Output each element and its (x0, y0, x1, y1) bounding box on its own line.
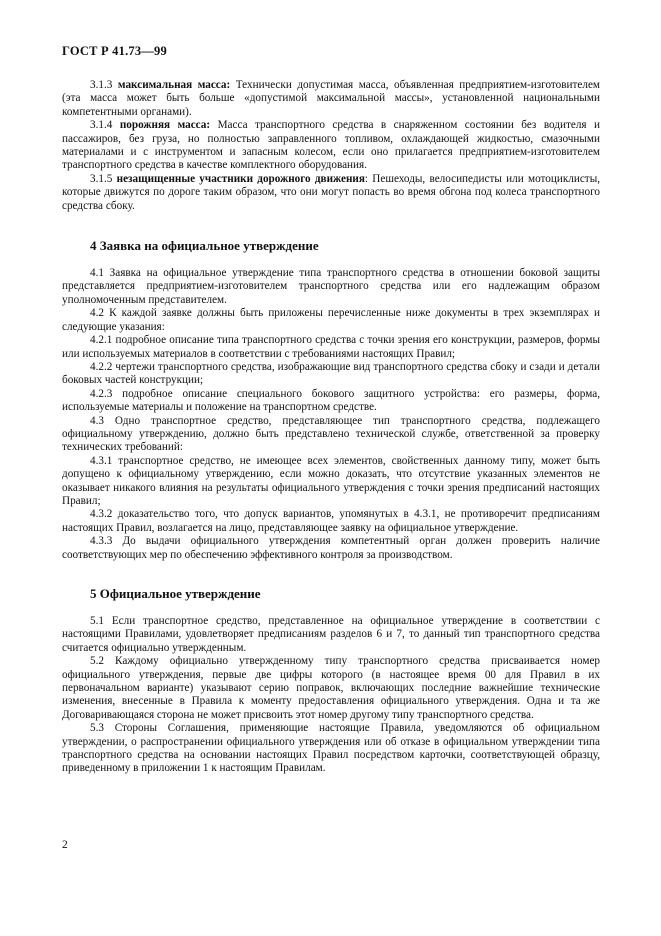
paragraph-4-3-1: 4.3.1 транспортное средство, не имеющее всех элементов, свойственных данному типу, может быть допущено к официальному утверждению, если можно доказать, что отсутствие указанных элементов не оказывает никакого влияния на результаты официального утверждения с точки зрения предписаний настоящих Правил; (62, 454, 600, 507)
paragraph-5-2: 5.2 Каждому официально утвержденному типу транспортного средства присваивается номер официального утверждения, первые две цифры которого (в настоящее время 00 для Правил в их первоначальном варианте) указывают серию поправок, включающих последние важнейшие технические изменения, внесенные в Правила к моменту предоставления официального утверждения. Одна и та же Договаривающаяся сторона не может присвоить этот номер другому типу транспортного средства. (62, 655, 600, 721)
paragraph-4-3: 4.3 Одно транспортное средство, представляющее тип транспортного средства, подлежащего официальному утверждению, должно быть представлено технической службе, ответственной за проверку технических требований: (62, 414, 600, 454)
defined-term: незащищенные участники дорожного движения (116, 172, 365, 185)
definition-3-1-3 (62, 79, 600, 119)
defined-term: максимальная масса: (117, 79, 231, 91)
paragraph-5-1: 5.1 Если транспортное средство, представленное на официальное утверждение в соответствии с настоящими Правилами, удовлетворяет предписаниям разделов 6 и 7, то данный тип транспортного средства считается официально утвержденным. (62, 615, 600, 654)
page-number: 2 (62, 839, 68, 851)
document-code-header: ГОСТ Р 41.73—99 (62, 44, 167, 58)
paragraph-4-2-3: 4.2.3 подробное описание специального бокового защитного устройства: его размеры, форма, используемые материалы и положение на транспортном средстве. (62, 387, 600, 414)
clause-number: 3.1.4 (90, 119, 113, 132)
definition-text: Масса транспортного средства в снаряженном состоянии без водителя и пассажиров, без груза, но полностью заправленного топливом, охлаждающей жидкостью, смазочными материалами и с инструментом и запасным колесом, если оно прилагается предприятием-изготовителем транспортного средства в качестве комплектного оборудования. (62, 119, 601, 172)
paragraph-4-2: 4.2 К каждой заявке должны быть приложены перечисленные ниже документы в трех экземплярах и следующие указания: (62, 307, 600, 333)
clause-number: 3.1.3 (90, 79, 113, 91)
page-body (62, 79, 600, 776)
definition-3-1-5 (62, 173, 600, 213)
definition-text: : Пешеходы, велосипедисты или мотоциклисты, которые движутся по дороге таким образом, что они могут попасть во время обгона под колеса транспортного средства сбоку. (62, 172, 601, 212)
section-4-heading: 4 Заявка на официальное утверждение (90, 238, 319, 254)
clause-number: 3.1.5 (90, 172, 113, 185)
paragraph-5-3: 5.3 Стороны Соглашения, применяющие настоящие Правила, уведомляются об официальном утверждении, о распространении официального утверждения или об отказе в официальном утверждении типа транспортного средства на основании настоящих Правил посредством карточки, соответствующей образцу, приведенному в приложении 1 к настоящим Правилам. (62, 722, 600, 775)
definition-3-1-4 (62, 119, 600, 173)
definition-text: Технически допустимая масса, объявленная предприятием-изготовителем (эта масса может быть больше «допустимой максимальной массы», установленной национальными компетентными органами). (62, 79, 601, 118)
paragraph-4-3-2: 4.3.2 доказательство того, что допуск вариантов, упомянутых в 4.3.1, не противоречит предписаниям настоящих Правил, возлагается на лицо, представляющее заявку на официальное утверждение. (62, 508, 600, 534)
defined-term: порожняя масса: (119, 119, 211, 132)
paragraph-4-1: 4.1 Заявка на официальное утверждение типа транспортного средства в отношении боковой защиты представляется предприятием-изготовителем транспортного средства или его надлежащим образом уполномоченным представителем. (62, 267, 600, 306)
section-5-heading: 5 Официальное утверждение (90, 586, 261, 601)
paragraph-4-3-3: 4.3.3 До выдачи официального утверждения компетентный орган должен проверить наличие соответствующих мер по обеспечению эффективного контроля за производством. (62, 535, 600, 561)
paragraph-4-2-1: 4.2.1 подробное описание типа транспортного средства с точки зрения его конструкции, размеров, формы или используемых материалов в соответствии с требованиями настоящих Правил; (62, 334, 600, 360)
paragraph-4-2-2: 4.2.2 чертежи транспортного средства, изображающие вид транспортного средства сбоку и сзади и детали боковых частей конструкции; (62, 360, 600, 387)
